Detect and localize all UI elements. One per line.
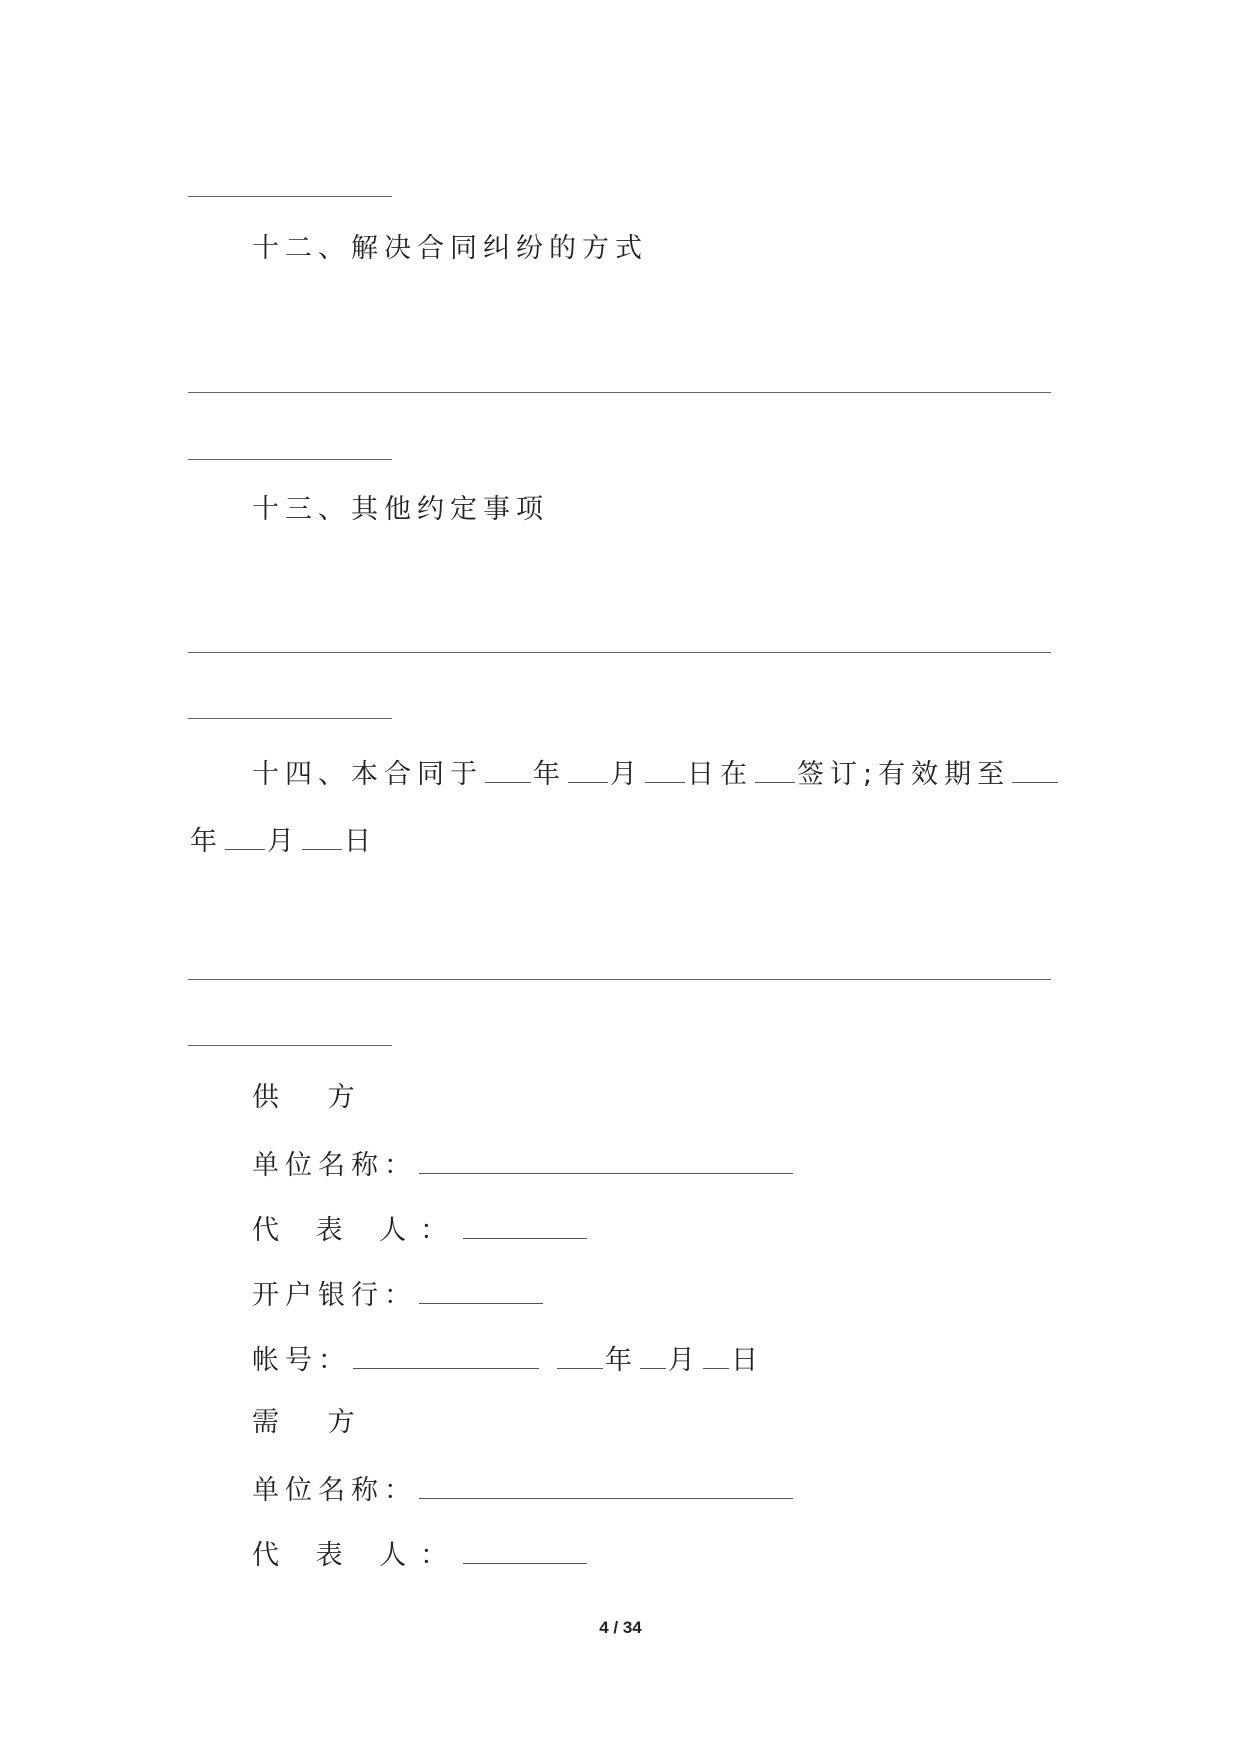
supplier-unit-field[interactable] bbox=[419, 1149, 793, 1174]
valid-year-blank[interactable] bbox=[1012, 758, 1058, 783]
supplier-bank-row bbox=[252, 1279, 545, 1309]
supplier-rep-field[interactable] bbox=[463, 1214, 587, 1239]
valid-month-blank[interactable] bbox=[225, 825, 265, 850]
blank-line bbox=[188, 196, 392, 197]
blank-line bbox=[188, 979, 1051, 980]
section-13-heading: 十三、其他约定事项 bbox=[252, 494, 549, 525]
buyer-rep-label: 代 表 人： bbox=[252, 1540, 462, 1571]
section-14-line2 bbox=[190, 825, 377, 855]
blank-line bbox=[188, 652, 1051, 653]
supplier-heading: 供 方 bbox=[252, 1082, 375, 1113]
section-14-line1 bbox=[252, 758, 1060, 788]
supplier-bank-label: 开户银行： bbox=[252, 1280, 417, 1311]
page-number: 4 / 34 bbox=[599, 1618, 642, 1637]
valid-day-label: 日 bbox=[344, 826, 377, 857]
signed-valid-label: 签订;有效期至 bbox=[797, 759, 1011, 790]
buyer-rep-row bbox=[252, 1539, 589, 1569]
blank-line bbox=[188, 459, 392, 460]
buyer-heading: 需 方 bbox=[252, 1407, 375, 1438]
day-blank[interactable] bbox=[645, 758, 685, 783]
buyer-rep-field[interactable] bbox=[463, 1539, 587, 1564]
supplier-account-field[interactable] bbox=[353, 1344, 539, 1369]
supplier-date-day-blank[interactable] bbox=[703, 1344, 729, 1369]
buyer-unit-row bbox=[252, 1474, 795, 1504]
valid-day-blank[interactable] bbox=[302, 825, 342, 850]
supplier-date-day-label: 日 bbox=[731, 1345, 764, 1376]
supplier-account-row bbox=[252, 1344, 764, 1374]
supplier-rep-label: 代 表 人： bbox=[252, 1215, 462, 1246]
supplier-account-label: 帐号： bbox=[252, 1345, 351, 1376]
place-blank[interactable] bbox=[755, 758, 795, 783]
supplier-date-month-label: 月 bbox=[668, 1345, 701, 1376]
year-label: 年 bbox=[533, 759, 566, 790]
valid-year-label: 年 bbox=[190, 826, 223, 857]
year-blank[interactable] bbox=[485, 758, 531, 783]
section-12-heading: 十二、解决合同纠纷的方式 bbox=[252, 233, 648, 264]
month-blank[interactable] bbox=[568, 758, 608, 783]
buyer-unit-label: 单位名称： bbox=[252, 1475, 417, 1506]
supplier-bank-field[interactable] bbox=[419, 1279, 543, 1304]
supplier-unit-row bbox=[252, 1149, 795, 1179]
month-label: 月 bbox=[610, 759, 643, 790]
supplier-date-year-blank[interactable] bbox=[557, 1344, 603, 1369]
supplier-date-year-label: 年 bbox=[605, 1345, 638, 1376]
section-14-prefix: 十四、本合同于 bbox=[252, 759, 483, 790]
supplier-rep-row bbox=[252, 1214, 589, 1244]
blank-line bbox=[188, 1045, 392, 1046]
buyer-unit-field[interactable] bbox=[419, 1474, 793, 1499]
supplier-date-month-blank[interactable] bbox=[640, 1344, 666, 1369]
valid-month-label: 月 bbox=[267, 826, 300, 857]
day-at-label: 日在 bbox=[687, 759, 753, 790]
blank-line bbox=[188, 718, 392, 719]
supplier-unit-label: 单位名称： bbox=[252, 1150, 417, 1181]
blank-line bbox=[188, 392, 1051, 393]
